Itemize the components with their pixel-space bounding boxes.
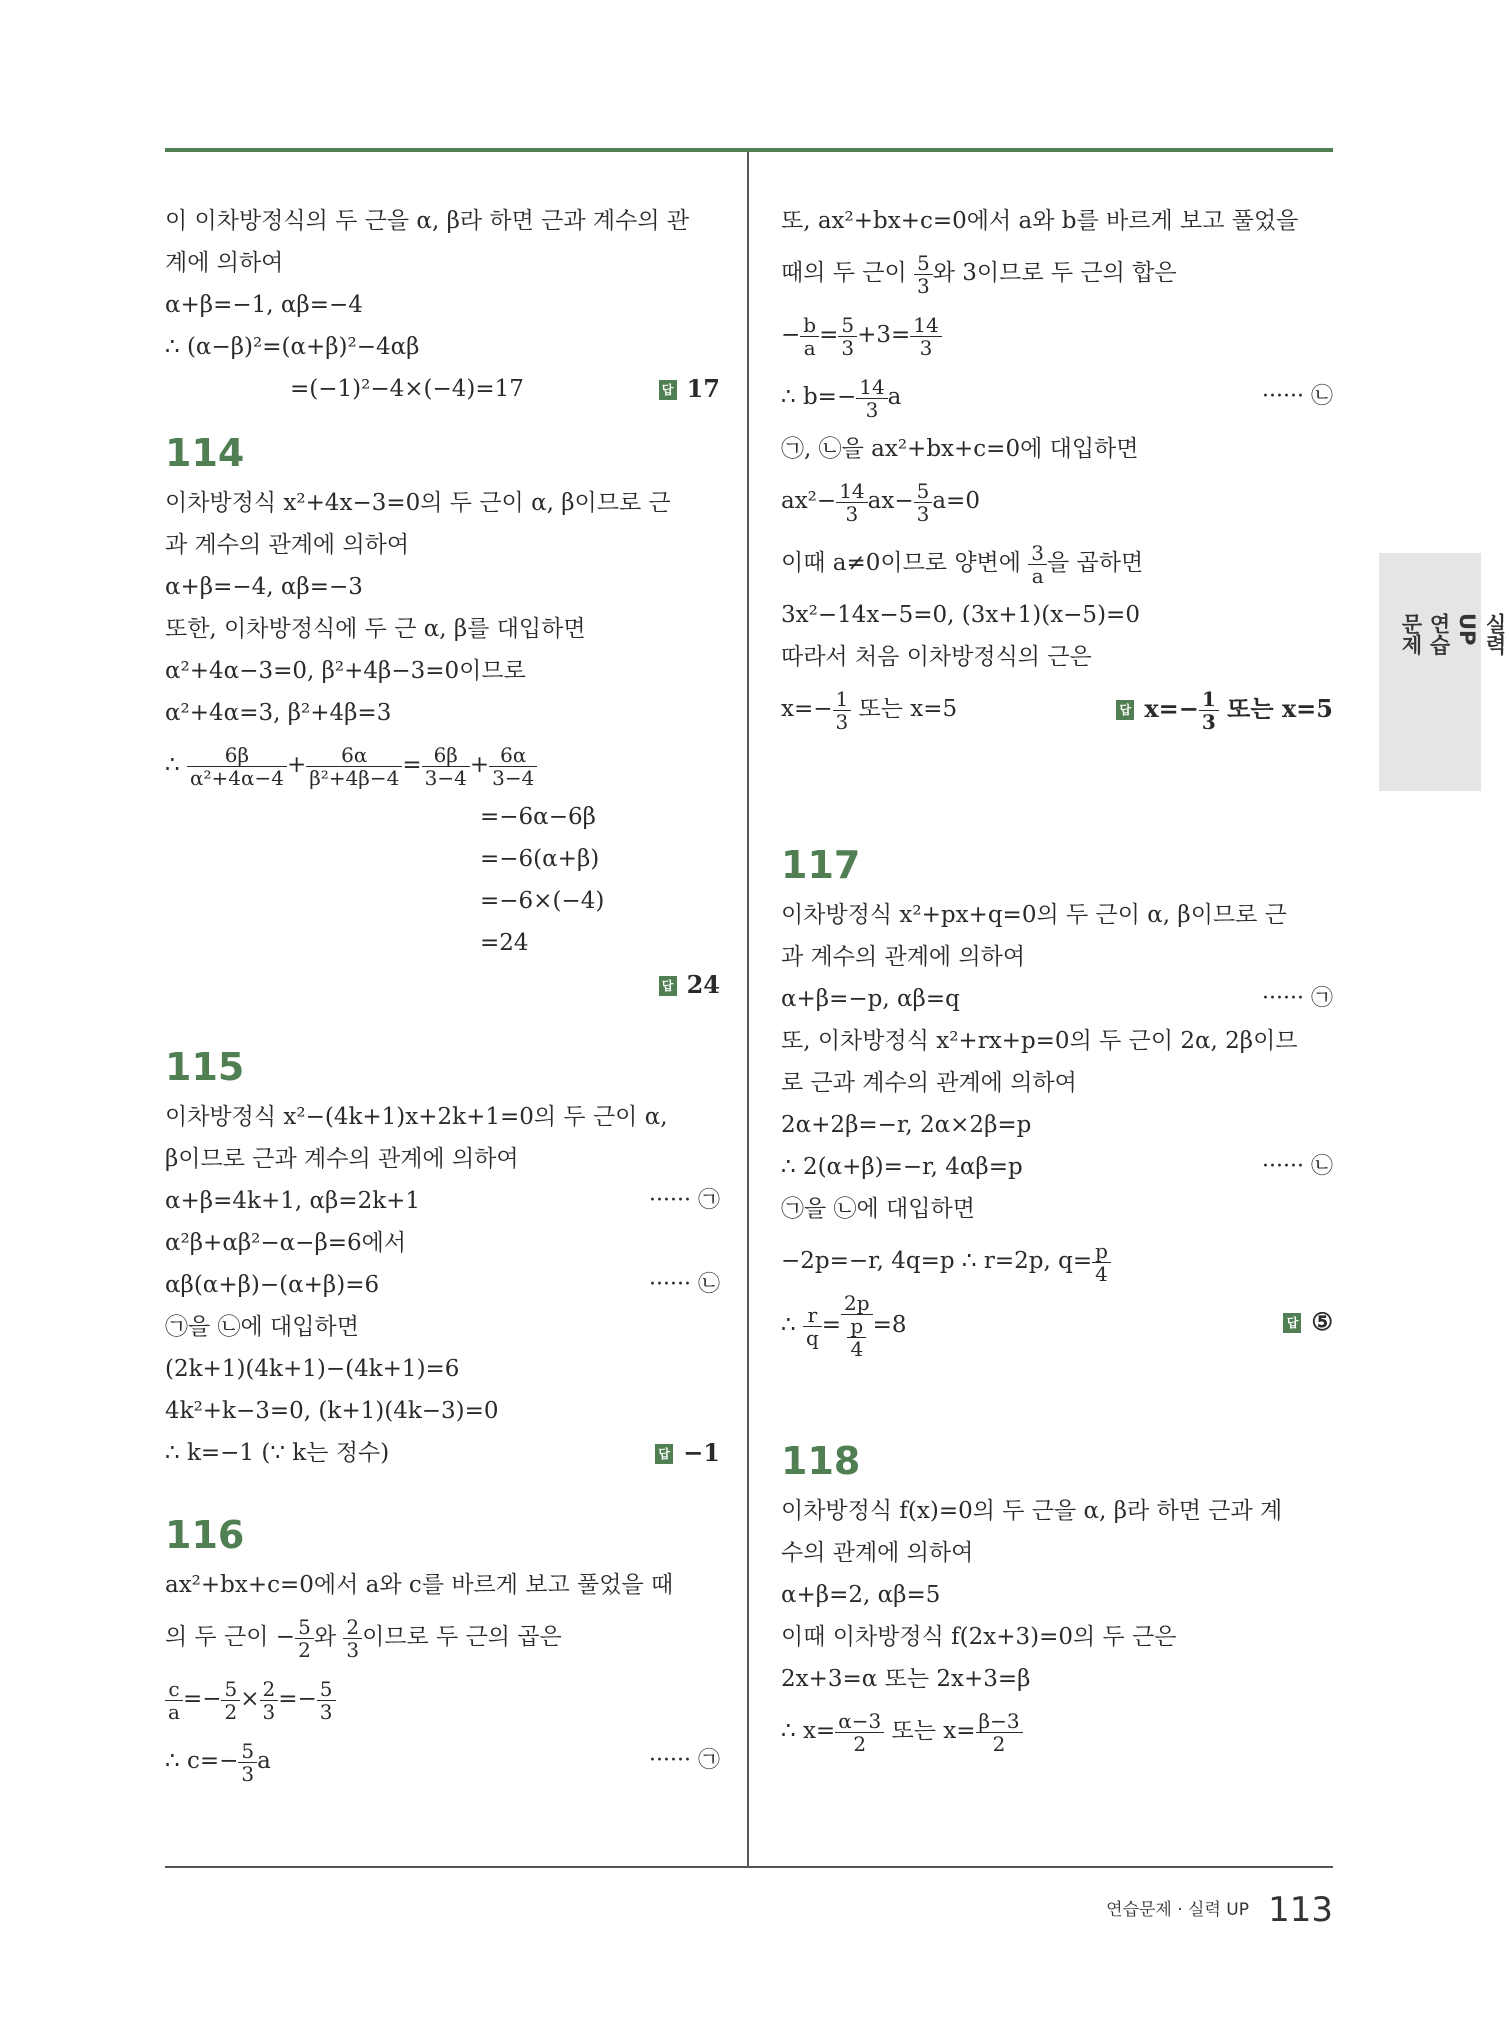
text-line: 이차방정식 f(x)=0의 두 근을 α, β라 하면 근과 계 — [781, 1498, 1283, 1524]
numerator: 5 — [914, 480, 933, 503]
operator: − — [781, 322, 801, 348]
denominator: 2 — [224, 1699, 238, 1724]
problem-number: 116 — [165, 1513, 245, 1557]
page-number: 113 — [1268, 1890, 1333, 1930]
operator: =− — [278, 1686, 317, 1712]
denominator: 2 — [853, 1731, 867, 1756]
math-line — [781, 366, 1333, 428]
math-expr: ∴ — [781, 1312, 803, 1338]
math-expr: ∴ 2(α+β)=−r, 4αβ=p — [781, 1154, 1023, 1180]
section-tab-label: 실력 UP 연습 문제 — [1399, 613, 1507, 655]
numerator: 1 — [1199, 688, 1219, 711]
denominator: a — [803, 335, 816, 360]
text-line: 또, 이차방정식 x²+rx+p=0의 두 근이 2α, 2β이므 — [781, 1028, 1298, 1054]
math-expr: x=− — [781, 696, 833, 722]
text-line: 계에 의하여 — [165, 250, 284, 276]
fraction — [835, 1710, 884, 1755]
fraction — [833, 688, 852, 733]
answer — [659, 964, 720, 1006]
numerator: 5 — [838, 314, 857, 337]
numerator: 5 — [238, 1740, 257, 1763]
math-expr: α+β=−p, αβ=q — [781, 986, 960, 1012]
math-line: ∴ (α−β)²=(α+β)²−4αβ — [165, 334, 420, 360]
footer-section-label: 연습문제 · 실력 UP — [1106, 1900, 1249, 1920]
math-expr: ∴ c=− — [165, 1748, 239, 1774]
text-line: β이므로 근과 계수의 관계에 의하여 — [165, 1146, 519, 1172]
math-line — [165, 1432, 720, 1474]
answer-value: x=− — [1144, 694, 1199, 723]
answer-value: 17 — [686, 374, 720, 403]
equation-tag: ······ ㉠ — [649, 1188, 720, 1213]
fraction — [221, 1678, 240, 1723]
math-line — [165, 1668, 720, 1730]
denominator: 3 — [916, 501, 930, 526]
denominator: 3−4 — [424, 765, 467, 790]
operator: =− — [182, 1686, 222, 1712]
answer-badge: 답 — [659, 976, 677, 996]
numerator: β−3 — [976, 1710, 1023, 1733]
numerator: 6α — [306, 744, 402, 767]
problem-113-solution — [165, 200, 720, 410]
math-expr: 또는 x=5 — [851, 696, 958, 722]
text-line: 이차방정식 x²−(4k+1)x+2k+1=0의 두 근이 α, — [165, 1104, 668, 1130]
math-expr: ∴ x= — [781, 1718, 836, 1744]
text-line: ㉠, ㉡을 ax²+bx+c=0에 대입하면 — [781, 436, 1139, 462]
math-line: 2x+3=α 또는 2x+3=β — [781, 1666, 1031, 1692]
text-line — [781, 532, 1333, 594]
text: 이므로 두 근의 곱은 — [362, 1624, 562, 1650]
answer — [655, 1432, 720, 1474]
math-expr: ∴ b=− — [781, 384, 857, 410]
denominator: β²+4β−4 — [309, 765, 400, 790]
text-line: ax²+bx+c=0에서 a와 c를 바르게 보고 풀었을 때 — [165, 1572, 674, 1598]
math-step: =(−1)²−4×(−4)=17 — [290, 376, 524, 402]
answer — [659, 368, 720, 410]
problem-116-solution — [165, 1564, 720, 1792]
denominator: 3 — [917, 273, 930, 298]
math-expr: a=0 — [932, 488, 980, 514]
math-line — [781, 470, 1333, 532]
bottom-rule — [165, 1866, 1333, 1868]
fraction — [976, 1710, 1023, 1755]
math-expr: a — [257, 1748, 271, 1774]
fraction — [910, 314, 941, 359]
text: 이때 a≠0이므로 양변에 — [781, 550, 1029, 576]
text: 와 3이므로 두 근의 합은 — [932, 260, 1177, 286]
math-line — [781, 678, 1333, 740]
answer-value: 24 — [686, 970, 720, 999]
fraction — [317, 1678, 336, 1723]
right-column — [781, 200, 1333, 1762]
fraction — [238, 1740, 257, 1785]
numerator: 14 — [836, 480, 867, 503]
fraction — [847, 1315, 866, 1360]
math-line: α²β+αβ²−α−β=6에서 — [165, 1230, 407, 1256]
denominator: 3 — [841, 335, 855, 360]
fraction — [1199, 688, 1219, 733]
denominator: 3 — [262, 1699, 276, 1724]
equation-tag: ······ ㉡ — [1262, 1154, 1333, 1179]
math-line — [165, 1180, 720, 1222]
problem-number: 114 — [165, 431, 245, 475]
denominator — [841, 1315, 873, 1360]
denominator: 3 — [919, 335, 933, 360]
numerator: 14 — [910, 314, 941, 337]
math-step: =−6×(−4) — [480, 888, 605, 914]
numerator: 14 — [856, 376, 887, 399]
denominator: 2 — [298, 1637, 311, 1662]
math-line: α+β=2, αβ=5 — [781, 1582, 941, 1608]
denominator: α²+4α−4 — [189, 765, 284, 790]
math-line — [781, 1292, 1333, 1372]
math-expr: ∴ k=−1 (∵ k는 정수) — [165, 1440, 390, 1466]
text-line: 과 계수의 관계에 의하여 — [781, 944, 1026, 970]
numerator: 5 — [295, 1616, 314, 1639]
numerator: c — [165, 1678, 183, 1701]
numerator: α−3 — [835, 1710, 884, 1733]
denominator: q — [805, 1325, 819, 1350]
math-line — [781, 1230, 1333, 1292]
denominator: 3 — [845, 501, 859, 526]
numerator: r — [803, 1304, 822, 1327]
numerator: 2p — [841, 1292, 873, 1315]
text: 을 곱하면 — [1047, 550, 1144, 576]
problem-number: 117 — [781, 843, 861, 887]
fraction — [343, 1616, 362, 1661]
math-expr: α+β=4k+1, αβ=2k+1 — [165, 1188, 421, 1214]
problem-116-continued — [781, 200, 1333, 740]
numerator: 2 — [260, 1678, 279, 1701]
numerator: 6β — [422, 744, 470, 767]
fraction — [836, 480, 867, 525]
text: 와 — [313, 1624, 344, 1650]
math-step: =−6(α+β) — [480, 846, 600, 872]
fraction — [260, 1678, 279, 1723]
math-expr: a — [887, 384, 902, 410]
math-line: α+β=−4, αβ=−3 — [165, 574, 363, 600]
numerator: 1 — [833, 688, 852, 711]
fraction — [1092, 1240, 1111, 1285]
denominator: 3 — [319, 1699, 333, 1724]
denominator: 3 — [1201, 710, 1216, 734]
answer-badge: 답 — [655, 1444, 673, 1464]
fraction — [914, 480, 933, 525]
equation-tag: ······ ㉡ — [649, 1272, 720, 1297]
problem-115-solution — [165, 1096, 720, 1474]
operator: +3= — [857, 322, 911, 348]
problem-number: 118 — [781, 1439, 861, 1483]
text: 의 두 근이 − — [165, 1624, 296, 1650]
math-expr: −2p=−r, 4q=p ∴ r=2p, q= — [781, 1248, 1093, 1274]
fraction — [306, 744, 402, 789]
denominator: 2 — [992, 1731, 1006, 1756]
therefore-symbol: ∴ — [165, 752, 180, 778]
denominator: a — [168, 1699, 180, 1724]
math-line — [781, 1146, 1333, 1188]
math-line: α²+4α=3, β²+4β=3 — [165, 700, 392, 726]
numerator: 6α — [489, 744, 537, 767]
math-line: 3x²−14x−5=0, (3x+1)(x−5)=0 — [781, 602, 1140, 628]
page-footer — [1106, 1890, 1333, 1930]
answer-line — [165, 964, 720, 1006]
answer-badge: 답 — [659, 380, 677, 400]
text-line: 따라서 처음 이차방정식의 근은 — [781, 644, 1092, 670]
left-column — [165, 200, 720, 1792]
text: 때의 두 근이 — [781, 260, 915, 286]
problem-number: 115 — [165, 1045, 245, 1089]
math-line — [781, 1700, 1333, 1762]
text-line: 이때 이차방정식 f(2x+3)=0의 두 근은 — [781, 1624, 1177, 1650]
column-divider — [747, 152, 749, 1868]
numerator: 2 — [343, 1616, 362, 1639]
fraction — [1028, 542, 1047, 587]
numerator: 5 — [914, 252, 933, 275]
math-line: (2k+1)(4k+1)−(4k+1)=6 — [165, 1356, 460, 1382]
math-expr: =8 — [872, 1312, 907, 1338]
text-line: 또한, 이차방정식에 두 근 α, β를 대입하면 — [165, 616, 586, 642]
answer-value: ⑤ — [1311, 1307, 1333, 1336]
numerator: 5 — [221, 1678, 240, 1701]
operator: = — [402, 752, 422, 778]
fraction — [856, 376, 887, 421]
denominator: 4 — [850, 1337, 864, 1361]
fraction — [187, 744, 287, 789]
text-line: 이차방정식 x²+4x−3=0의 두 근이 α, β이므로 근 — [165, 490, 671, 516]
numerator: p — [1092, 1240, 1111, 1263]
answer-value: 또는 x=5 — [1218, 694, 1333, 723]
operator: + — [469, 752, 490, 778]
operator: + — [286, 752, 307, 778]
fraction — [914, 252, 933, 297]
math-line: 2α+2β=−r, 2α×2β=p — [781, 1112, 1032, 1138]
operator: = — [821, 1312, 842, 1338]
math-line — [165, 368, 720, 410]
numerator: p — [847, 1315, 866, 1338]
problem-114-solution — [165, 482, 720, 1006]
math-step: =−6α−6β — [480, 804, 596, 830]
fraction — [422, 744, 470, 789]
answer — [1116, 678, 1333, 740]
answer-badge: 답 — [1283, 1313, 1301, 1333]
math-line — [165, 1264, 720, 1306]
text-line — [165, 1606, 720, 1668]
fraction — [803, 1304, 822, 1349]
numerator: b — [800, 314, 819, 337]
math-line: α+β=−1, αβ=−4 — [165, 292, 363, 318]
answer-value: −1 — [683, 1438, 720, 1467]
fraction — [841, 1292, 873, 1360]
fraction — [295, 1616, 314, 1661]
numerator: 3 — [1028, 542, 1047, 565]
text-line: 수의 관계에 의하여 — [781, 1540, 974, 1566]
fraction — [800, 314, 819, 359]
fraction — [489, 744, 537, 789]
equation-tag: ······ ㉠ — [649, 1748, 720, 1773]
operator: = — [819, 322, 839, 348]
numerator: 6β — [187, 744, 287, 767]
math-line: 4k²+k−3=0, (k+1)(4k−3)=0 — [165, 1398, 499, 1424]
text-line: ㉠을 ㉡에 대입하면 — [781, 1196, 975, 1222]
fraction — [165, 1678, 183, 1723]
top-rule — [165, 148, 1333, 152]
denominator: 3 — [346, 1637, 360, 1662]
text-line: 이차방정식 x²+px+q=0의 두 근이 α, β이므로 근 — [781, 902, 1287, 928]
denominator: 4 — [1095, 1261, 1108, 1286]
denominator: a — [1031, 563, 1044, 588]
numerator: 5 — [317, 1678, 336, 1701]
fraction — [838, 314, 857, 359]
math-expr: ax− — [867, 488, 914, 514]
text-line: 과 계수의 관계에 의하여 — [165, 532, 410, 558]
text-line — [781, 242, 1333, 304]
denominator: 3−4 — [492, 765, 535, 790]
math-expr: αβ(α+β)−(α+β)=6 — [165, 1272, 380, 1298]
math-line: α²+4α−3=0, β²+4β−3=0이므로 — [165, 658, 526, 684]
answer — [1283, 1292, 1333, 1352]
problem-117-solution — [781, 894, 1333, 1372]
math-expr: ax²− — [781, 488, 837, 514]
denominator: 3 — [835, 709, 849, 734]
math-line — [781, 978, 1333, 1020]
text-line: 로 근과 계수의 관계에 의하여 — [781, 1070, 1077, 1096]
section-tab — [1379, 553, 1507, 791]
operator: × — [240, 1686, 260, 1712]
denominator: 3 — [241, 1761, 255, 1786]
math-step: =24 — [480, 930, 529, 956]
equation-tag: ······ ㉡ — [1262, 384, 1333, 409]
math-line — [165, 1730, 720, 1792]
math-line — [781, 304, 1333, 366]
text-line: 이 이차방정식의 두 근을 α, β라 하면 근과 계수의 관 — [165, 208, 690, 234]
problem-118-solution — [781, 1490, 1333, 1762]
text-line: ㉠을 ㉡에 대입하면 — [165, 1314, 359, 1340]
text-line: 또, ax²+bx+c=0에서 a와 b를 바르게 보고 풀었을 — [781, 208, 1299, 234]
denominator: 3 — [865, 397, 879, 422]
math-expr: 또는 x= — [884, 1718, 976, 1744]
answer-badge: 답 — [1116, 700, 1134, 720]
fraction-line — [165, 734, 720, 796]
equation-tag: ······ ㉠ — [1262, 986, 1333, 1011]
